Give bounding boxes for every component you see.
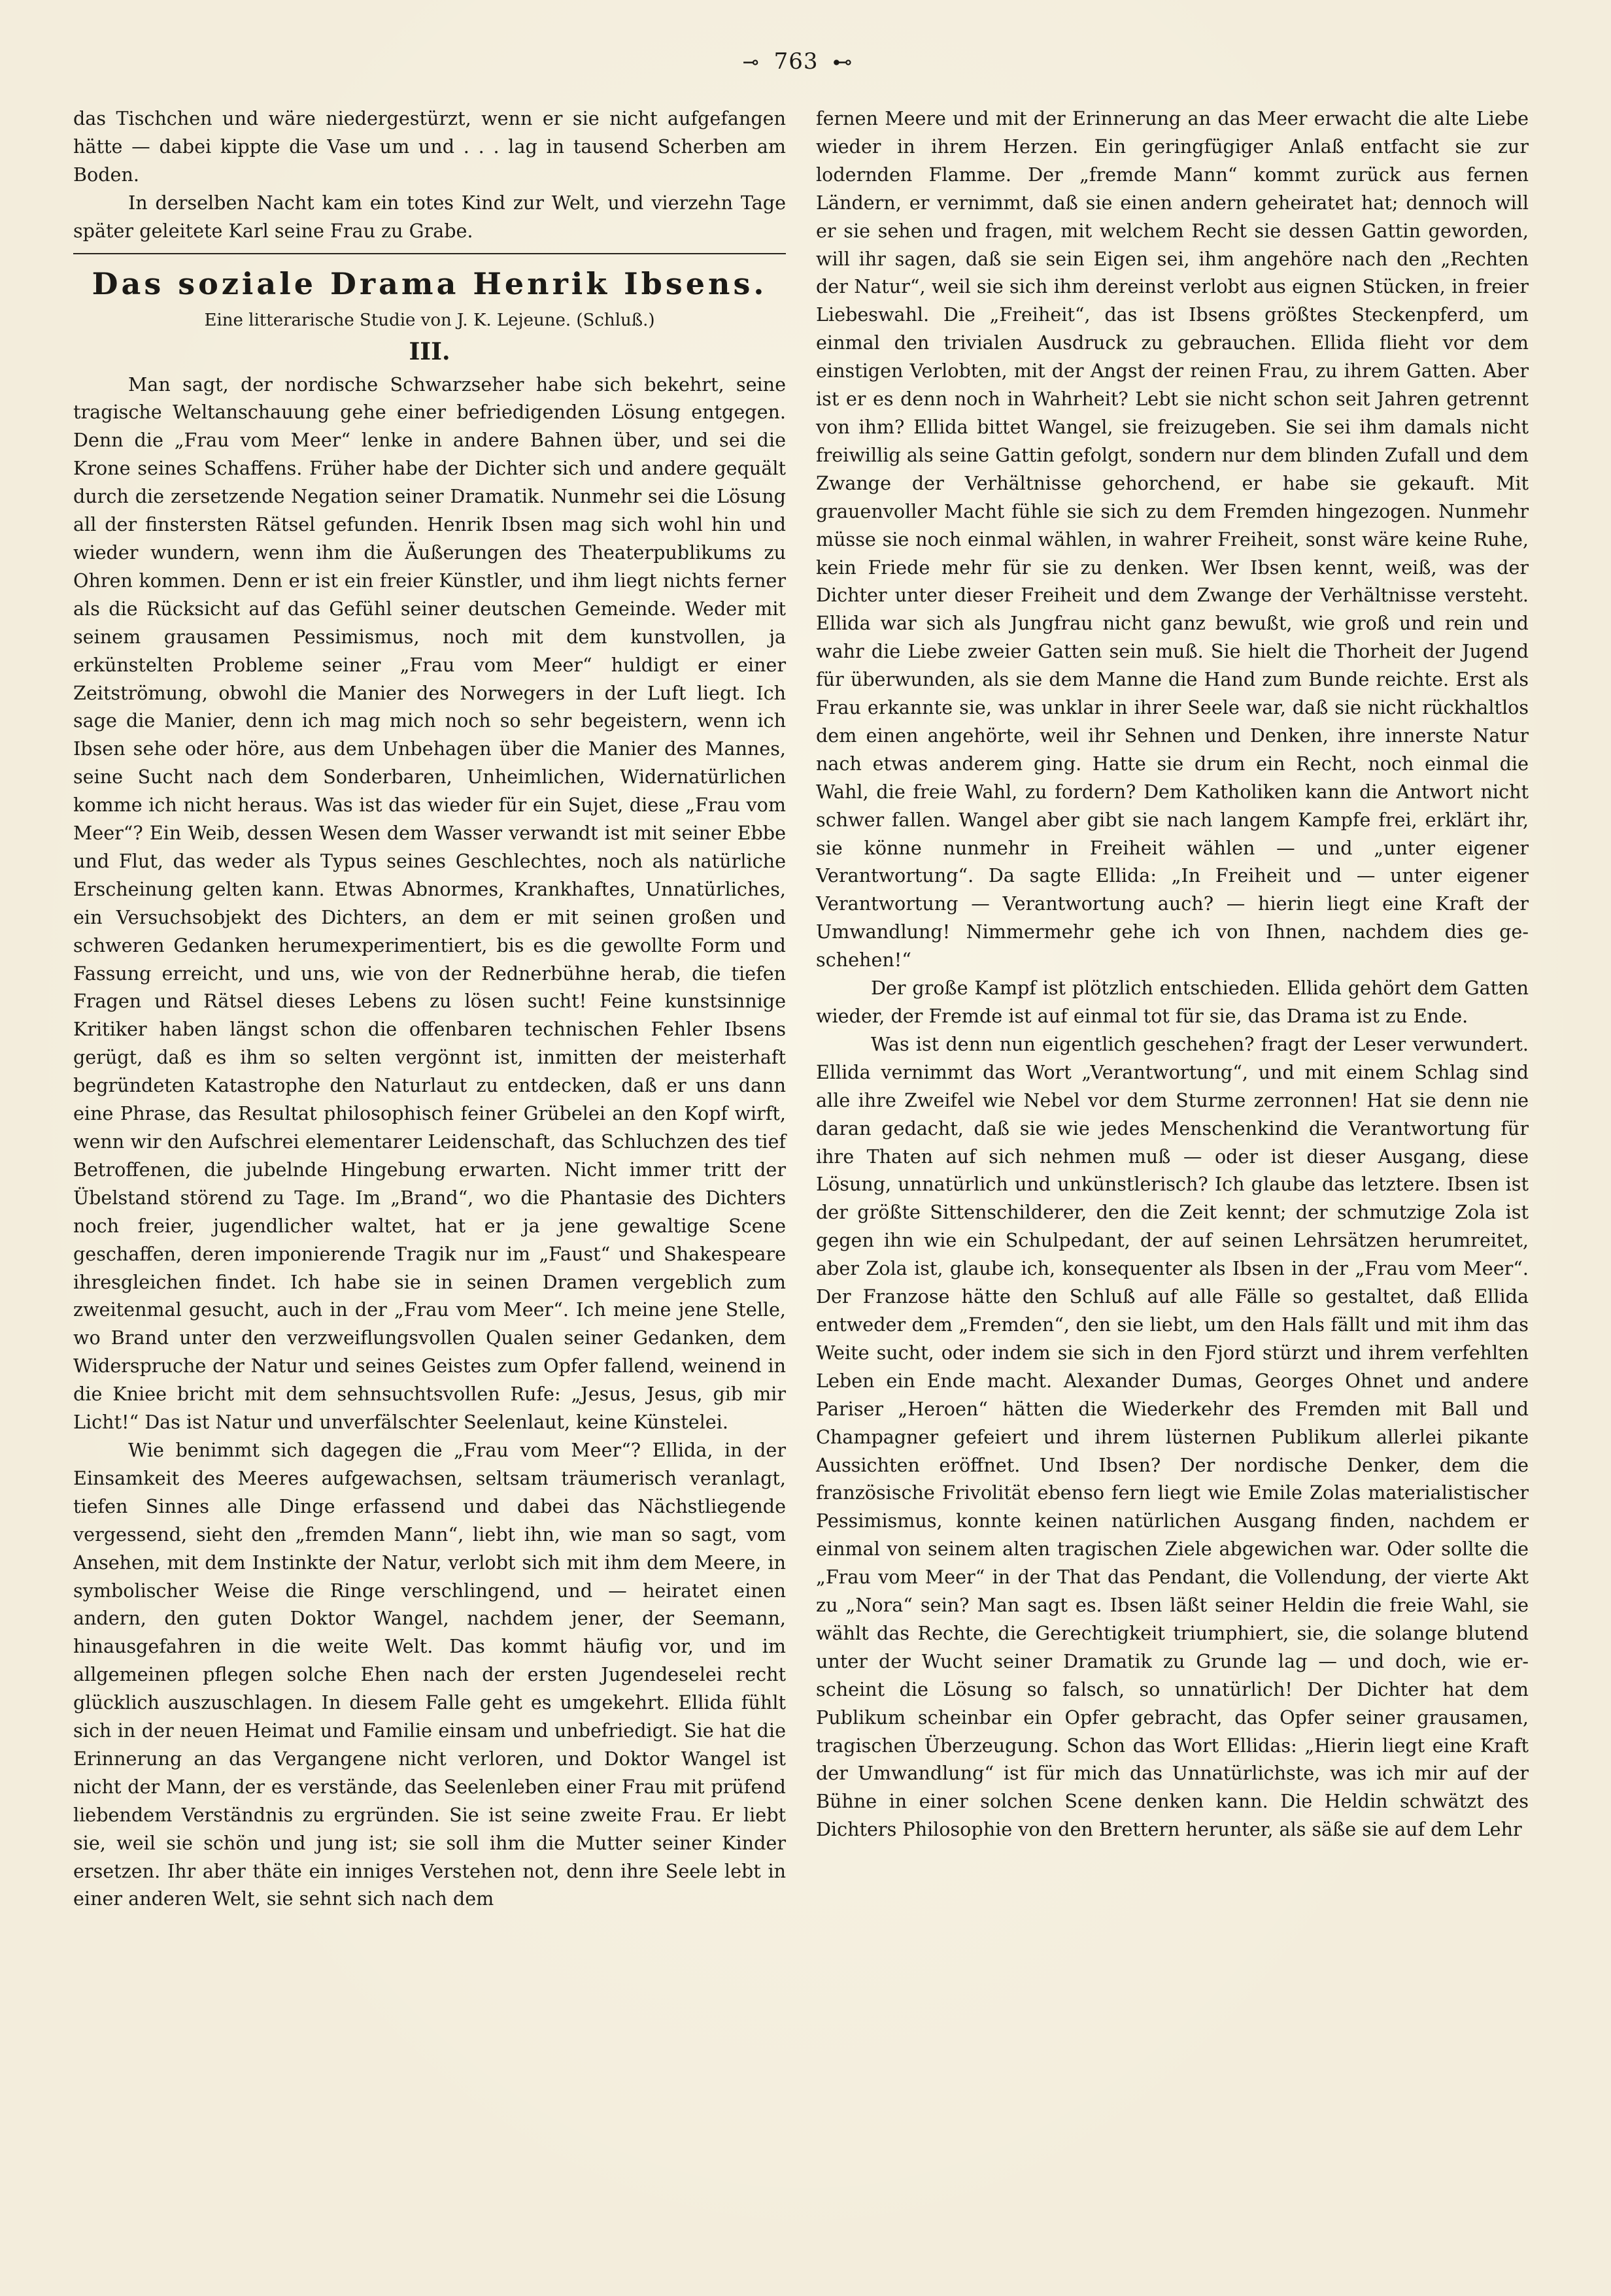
- article-part-number: III.: [409, 337, 450, 365]
- intro-paragraph: das Tischchen und wäre niedergestürzt, wenn er sie nicht aufgefangen hätte — dabei kippte die Vase um und . . . lag in tausend Scherben am Boden.: [73, 107, 786, 186]
- ornament-right-icon: ⊷: [832, 51, 853, 74]
- section-divider: [73, 253, 786, 254]
- body-paragraph: Man sagt, der nordische Schwarzseher habe sich bekehrt, seine tragische Weltanschauung gehe einer befriedigenden Lösung entgegen. Denn die „Frau vom Meer“ lenke in andere Bahnen über, und sei die Krone seines Schaffens. Früher habe der Dichter sich und andere gequält durch die zersetzende Negation seiner Dramatik. Nunmehr sei die Lösung all der finstersten Rätsel gefunden. Henrik Ibsen mag sich wohl hin und wieder wundern, wenn ihm die Äußerungen des Theaterpublikums zu Ohren kommen. Denn er ist ein freier Künstler, und ihm liegt nichts ferner als die Rücksicht auf das Gefühl seiner deutschen Gemeinde. Weder mit seinem grausamen Pessimismus, noch mit dem kunstvollen, ja erkünstelten Probleme seiner „Frau vom Meer“ huldigt er einer Zeitströmung, obwohl die Manier des Norwegers in der Luft liegt. Ich sage die Manier, denn ich mag mich noch so sehr begeistern, wenn ich Ibsen sehe oder höre, aus dem Unbehagen über die Manier des Mannes, seine Sucht nach dem Sonderbaren, Unheimlichen, Widernatürlichen komme ich nicht heraus. Was ist das wieder für ein Sujet, diese „Frau vom Meer“? Ein Weib, dessen Wesen dem Wasser verwandt ist mit seiner Ebbe und Flut, das weder als Typus seines Geschlechtes, noch als natürliche Erscheinung gelten kann. Etwas Abnormes, Krankhaftes, Unnatürliches, ein Versuchsobjekt des Dichters, an dem er mit seinen großen und schweren Gedanken herumexperimentiert, bis es die gewollte Form und Fassung erreicht, und uns, wie von der Rednerbühne herab, die tiefen Fragen und Rätsel dieses Lebens zu lösen sucht! Feine kunstsinnige Kritiker haben längst schon die offenbaren technischen Fehler Ibsens gerügt, daß es ihm so selten vergönnt ist, inmitten der meisterhaft begründeten Katastrophe den Naturlaut zu entdecken, daß er uns dann eine Phrase, das Resultat philosophisch feiner Grübelei an den Kopf wirft, wenn wir den Aufschrei elementarer Leidenschaft, das Schluchzen des tief Betroffenen, die jubelnde Hingebung erwarten. Nicht immer tritt der Übelstand störend zu Tage. Im „Brand“, wo die Phantasie des Dichters noch freier, jugendlicher waltet, hat er ja jene gewaltige Scene geschaffen, deren imponierende Tragik nur im „Faust“ und Shakespeare ihresgleichen findet. Ich habe sie in seinen Dramen vergeblich zum zweitenmal gesucht, auch in der „Frau vom Meer“. Ich meine jene Stelle, wo Brand unter den verzweiflungsvollen Qualen seiner Gedanken, dem Widerspruche der Natur und seines Geistes zum Opfer fallend, weinend in die Kniee bricht mit dem sehnsuchtsvollen Rufe: „Jesus, Jesus, gib mir Licht!“ Das ist Natur und unverfälschter Seelenlaut, keine Künstelei.: [73, 373, 786, 1434]
- body-paragraph: fernen Meere und mit der Erinnerung an das Meer erwacht die alte Liebe wieder in ihrem Herzen. Ein geringfügiger Anlaß entfacht sie zur lodernden Flamme. Der „fremde Mann“ kommt zurück aus fernen Ländern, er vernimmt, daß sie einen andern geheiratet hat; dennoch will er sie sehen und fragen, mit welchem Recht sie dessen Gattin geworden, will ihr sagen, daß sie sein Eigen sei, ihm angehöre nach den „Rechten der Natur“, weil sie sich ihm dereinst verlobt aus eignen Stücken, in freier Liebeswahl. Die „Freiheit“, das ist Ibsens größtes Steckenpferd, um einmal den trivialen Ausdruck zu gebrauchen. Ellida flieht vor dem einstigen Verlobten, mit der Angst der reinen Frau, zu ihrem Gatten. Aber ist er es denn noch in Wahrheit? Lebt sie nicht schon seit Jahren getrennt von ihm? Ellida bittet Wangel, sie freizugeben. Sie sei ihm damals nicht freiwillig als seine Gattin gefolgt, sondern nur dem blinden Zufall und dem Zwange der Verhältnisse gehorchend, er habe sie gekauft. Mit grauenvoller Macht fühle sie sich zu dem Fremden hingezogen. Nunmehr müsse sie noch einmal wählen, in wahrer Freiheit, sonst wäre keine Ruhe, kein Friede mehr für sie zu denken. Wer Ibsen kennt, weiß, was der Dichter unter dieser Freiheit und dem Zwange der Verhältnisse versteht. Ellida war sich als Jungfrau nicht ganz bewußt, wie groß und rein und wahr die Liebe zweier Gatten sein muß. Sie hielt die Thorheit der Jugend für überwunden, als sie dem Manne die Hand zum Bunde reichte. Erst als Frau erkannte sie, was unklar in ihrer Seele war, daß sie nicht rückhaltlos dem einen angehörte, weil ihr Sehnen und Denken, ihre innerste Natur nach etwas anderem ging. Hatte sie drum ein Recht, noch einmal die Wahl, die freie Wahl, zu fordern? Dem Katholiken kann die Antwort nicht schwer fallen. Wangel aber gibt sie nach langem Kampfe frei, erklärt ihr, sie könne nunmehr in Freiheit wählen — und „unter eigener Verantwortung“. Da sagte Ellida: „In Freiheit und — unter eigener Verantwortung — Verantwortung auch? — hierin liegt eine Kraft der Umwandlung! Nimmermehr gehe ich von Ihnen, nachdem dies geschehen!“: [816, 107, 1529, 971]
- page-number: 763: [773, 48, 819, 75]
- right-column: [816, 105, 1529, 1844]
- page-header: [700, 47, 896, 76]
- article-subtitle: Eine litterarische Studie von J. K. Lejeune. (Schluß.): [204, 310, 655, 330]
- ornament-left-icon: ⊸: [742, 51, 760, 74]
- column-gutter: [803, 105, 804, 2223]
- left-column: [73, 105, 786, 1913]
- body-paragraph: Der große Kampf ist plötzlich entschieden. Ellida gehört dem Gatten wieder, der Fremde ist auf einmal tot für sie, das Drama ist zu Ende.: [816, 977, 1529, 1027]
- article-title: Das soziale Drama Henrik Ibsens.: [92, 265, 768, 301]
- body-paragraph: Wie benimmt sich dagegen die „Frau vom Meer“? Ellida, in der Einsamkeit des Meeres aufgewachsen, seltsam träumerisch veranlagt, tiefen Sinnes alle Dinge erfassend und dabei das Nächstliegende vergessend, sieht den „fremden Mann“, liebt ihn, wie man so sagt, vom Ansehen, mit dem Instinkte der Natur, verlobt sich mit ihm dem Meere, in symbolischer Weise die Ringe verschlingend, und — heiratet einen andern, den guten Doktor Wangel, nachdem jener, der Seemann, hinausgefahren in die weite Welt. Das kommt häufig vor, und im allgemeinen pflegen solche Ehen nach der ersten Jugendeselei recht glücklich auszuschlagen. In diesem Falle geht es umgekehrt. Ellida fühlt sich in der neuen Heimat und Familie einsam und unbefriedigt. Sie hat die Erinnerung an das Vergangene nicht verloren, und Doktor Wangel ist nicht der Mann, der es verstände, das Seelenleben einer Frau mit prüfend liebendem Verständnis zu ergründen. Sie ist seine zweite Frau. Er liebt sie, weil sie schön und jung ist; sie soll ihm die Mutter seiner Kinder ersetzen. Ihr aber thäte ein inniges Verstehen not, denn ihre Seele lebt in einer anderen Welt, sie sehnt sich nach dem: [73, 1438, 786, 1910]
- intro-paragraph: In derselben Nacht kam ein totes Kind zur Welt, und vierzehn Tage später geleitete Karl seine Frau zu Grabe.: [73, 191, 786, 242]
- body-paragraph: Was ist denn nun eigentlich geschehen? fragt der Leser verwundert. Ellida vernimmt das Wort „Verantwortung“, und mit einem Schlag sind alle ihre Zweifel wie Nebel vor dem Sturme zerronnen! Hat sie denn nie daran gedacht, daß sie wie jedes Menschenkind die Verantwortung für ihre Thaten auf sich nehmen muß — oder ist dieser Ausgang, diese Lösung, unnatürlich und unkünstlerisch? Ich glaube das letztere. Ibsen ist der größte Sittenschilderer, den die Zeit kennt; der schmutzige Zola ist gegen ihn wie ein Schulpedant, der auf seinen Lehrsätzen herumreitet, aber Zola ist, glaube ich, konsequenter als Ibsen in der „Frau vom Meer“. Der Franzose hätte den Schluß auf alle Fälle so gestaltet, daß Ellida entweder dem „Fremden“, den sie liebt, um den Hals fällt und mit ihm das Weite sucht, oder indem sie sich in den Fjord stürzt und ihrem verfehlten Leben ein Ende macht. Alexander Dumas, Georges Ohnet und andere Pariser „Heroen“ hätten die Wiederkehr des Fremden mit Ball und Champagner gefeiert und ihrem lüsternen Publikum allerlei pikante Aussichten eröffnet. Und Ibsen? Der nordische Denker, dem die französische Frivolität ebenso fern liegt wie Emile Zolas materialistischer Pessimismus, konnte keinen natürlichen Ausgang finden, nachdem er einmal von seinem alten tragischen Ziele abgewichen war. Oder sollte die „Frau vom Meer“ in der That das Pendant, die Vollendung, der vierte Akt zu „Nora“ sein? Man sagt es. Ibsen läßt seiner Heldin die freie Wahl, sie wählt das Rechte, die Gerechtigkeit triumphiert, sie, die solange blutend unter der Wucht seiner Dramatik zu Grunde lag — und doch, wie erscheint die Lösung so falsch, so unnatürlich! Der Dichter hat dem Publikum scheinbar ein Opfer gebracht, das Opfer seiner grausamen, tragischen Überzeugung. Schon das Wort Ellidas: „Hierin liegt eine Kraft der Umwandlung“ ist für mich das Unnatürlichste, was ich mir auf der Bühne in einer solchen Scene denken kann. Die Heldin schwätzt des Dichters Philosophie von den Brettern herunter, als säße sie auf dem Lehr: [816, 1032, 1529, 1841]
